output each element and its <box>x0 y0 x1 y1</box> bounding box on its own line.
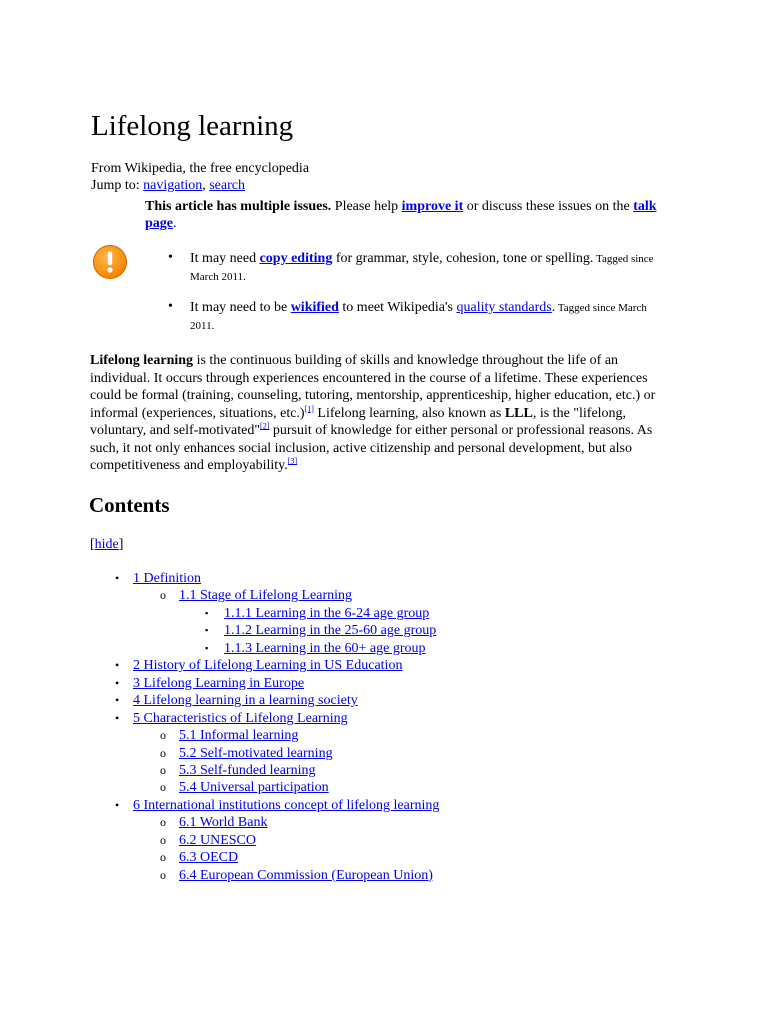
toc-link[interactable]: 5.1 Informal learning <box>179 728 299 744</box>
wikified-link[interactable]: wikified <box>290 300 339 315</box>
toc-bullet: • <box>115 571 120 585</box>
toc-bullet: ▪ <box>205 625 209 636</box>
toc-bullet: ▪ <box>205 607 209 618</box>
toc-bracket: [ <box>90 537 95 552</box>
issue-text: to meet Wikipedia's <box>338 300 457 315</box>
jump-separator: , <box>202 178 206 193</box>
ref-link-2[interactable]: [2] <box>260 421 270 431</box>
toc-link[interactable]: 6.3 OECD <box>179 850 239 866</box>
toc-bullet: o <box>160 850 166 865</box>
toc-link[interactable]: 5.4 Universal participation <box>179 780 329 796</box>
issue-wikified <box>190 299 670 335</box>
toc-link[interactable]: 5 Characteristics of Lifelong Learning <box>133 710 348 726</box>
toc-link[interactable]: 4 Lifelong learning in a learning society <box>133 693 358 709</box>
contents-title: Contents <box>89 493 170 517</box>
issue-text: It may need to be <box>190 300 291 315</box>
toc-bullet: • <box>115 658 120 673</box>
toc-link[interactable]: 6.1 World Bank <box>179 815 268 831</box>
toc-bullet: o <box>160 815 166 830</box>
issues-end: . <box>173 216 177 231</box>
toc-bullet: o <box>160 780 166 795</box>
issue-tag: Tagged since March 2011. <box>190 302 647 332</box>
jump-to <box>91 177 245 194</box>
toc-bracket: ] <box>118 537 124 552</box>
jump-search-link[interactable]: search <box>209 178 245 193</box>
intro-text: , is the "lifelong, voluntary, and self-motivated" <box>90 405 627 438</box>
toc-bullet: o <box>160 867 166 882</box>
toc-bullet: o <box>160 588 166 603</box>
bullet-marker: • <box>168 299 173 314</box>
improve-link[interactable]: improve it <box>401 199 464 214</box>
toc-link[interactable]: 1.1.1 Learning in the 6-24 age group <box>224 605 430 621</box>
intro-text: pursuit of knowledge for either personal or professional reasons. As such, it not only enhances social inclusion, active citizenship and personal development, but also competitiveness and employability. <box>90 423 653 473</box>
toc-link[interactable]: 3 Lifelong Learning in Europe <box>133 675 305 691</box>
issue-tag: Tagged since March 2011. <box>190 253 654 283</box>
intro-text: Lifelong learning, also known as <box>313 405 505 421</box>
toc-bullet: ▪ <box>205 642 209 653</box>
intro-term: Lifelong learning <box>90 353 194 368</box>
talk-page-link[interactable]: talk page <box>145 199 657 231</box>
issues-text: or discuss these issues on the <box>463 199 634 214</box>
quality-standards-link[interactable]: quality standards <box>456 300 552 315</box>
jump-to-label: Jump to: <box>91 178 140 193</box>
toc-link[interactable]: 2 History of Lifelong Learning in US Education <box>133 658 403 674</box>
intro-text: is the continuous building of skills and knowledge throughout the life of an individual. It occurs through experiences encountered in the course of a lifetime. These experiences could be formal (training, counseling, tutoring, mentorship, apprenticeship, higher education, etc.) or informal (experiences, situations, etc.) <box>90 353 656 421</box>
jump-navigation-link[interactable]: navigation <box>143 178 203 193</box>
intro-abbrev: LLL <box>504 405 533 421</box>
toc-bullet: • <box>115 710 120 725</box>
intro-paragraph <box>90 352 670 475</box>
warning-icon <box>92 244 128 280</box>
toc-bullet: • <box>115 675 120 690</box>
toc-bullet: • <box>115 693 120 708</box>
toc-toggle <box>90 536 123 553</box>
toc-bullet: • <box>115 797 120 812</box>
toc-link[interactable]: 1.1.2 Learning in the 25-60 age group <box>224 623 437 639</box>
toc-link[interactable]: 1.1 Stage of Lifelong Learning <box>179 588 353 604</box>
issue-text: . <box>551 300 556 315</box>
issues-notice <box>145 198 685 232</box>
issue-text: It may need <box>190 251 260 266</box>
copy-editing-link[interactable]: copy editing <box>259 251 333 266</box>
toc-link[interactable]: 5.3 Self-funded learning <box>179 762 316 778</box>
page-title: Lifelong learning <box>91 110 294 142</box>
toc-bullet: o <box>160 745 166 760</box>
issues-heading: This article has multiple issues. <box>145 199 332 214</box>
site-subtitle: From Wikipedia, the free encyclopedia <box>91 161 310 176</box>
bullet-marker: • <box>168 250 173 265</box>
toc-link[interactable]: 6.2 UNESCO <box>179 832 257 848</box>
ref-link-1[interactable]: [1] <box>304 403 314 413</box>
toc-link[interactable]: 6 International institutions concept of lifelong learning <box>133 797 440 813</box>
issues-text: Please help <box>331 199 402 214</box>
issue-text: for grammar, style, cohesion, tone or spelling. <box>332 251 594 266</box>
toc-link[interactable]: 1 Definition <box>133 571 202 586</box>
toc-link[interactable]: 6.4 European Commission (European Union) <box>179 867 433 883</box>
ref-link-3[interactable]: [3] <box>287 456 298 466</box>
issue-copy-editing <box>190 250 670 286</box>
toc-bullet: o <box>160 832 166 847</box>
hide-link[interactable]: hide <box>94 537 119 552</box>
toc-link[interactable]: 5.2 Self-motivated learning <box>179 745 333 761</box>
toc-bullet: o <box>160 728 166 743</box>
toc-bullet: o <box>160 762 166 777</box>
toc-link[interactable]: 1.1.3 Learning in the 60+ age group <box>224 640 426 656</box>
